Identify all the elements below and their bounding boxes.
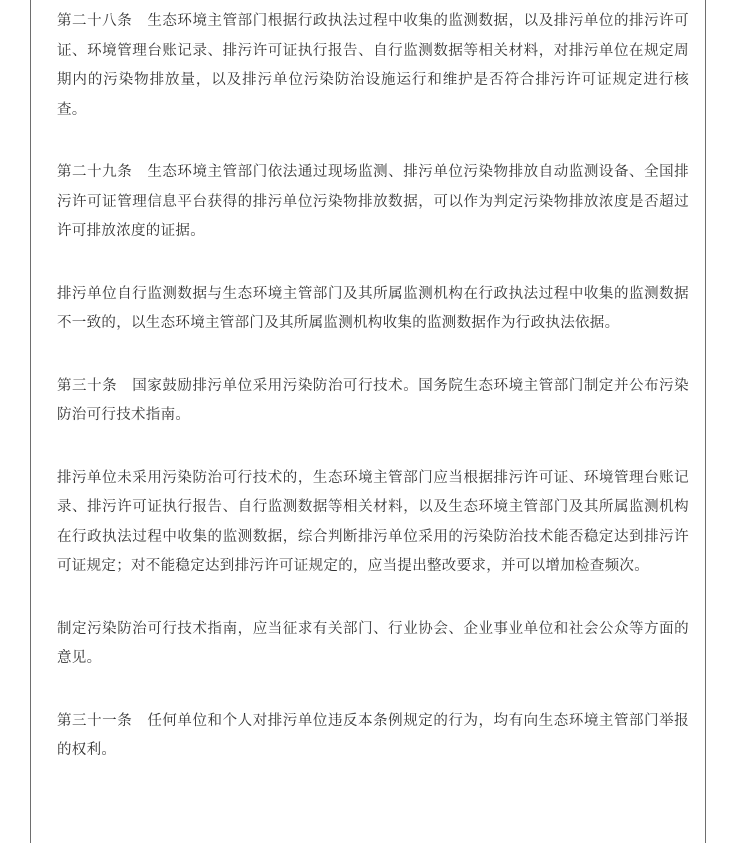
paragraph-article-31: 第三十一条 任何单位和个人对排污单位违反本条例规定的行为，均有向生态环境主管部门举报的权利。: [57, 712, 689, 758]
paragraph-article-30: 第三十条 国家鼓励排污单位采用污染防治可行技术。国务院生态环境主管部门制定并公布污染防治可行技术指南。: [57, 377, 689, 423]
paragraph-article-28: 第二十八条 生态环境主管部门根据行政执法过程中收集的监测数据，以及排污单位的排污许可证、环境管理台账记录、排污许可证执行报告、自行监测数据等相关材料，对排污单位在规定周期内的污染物排放量，以及排污单位污染防治设施运行和维护是否符合排污许可证规定进行核查。: [57, 13, 689, 118]
paragraph-article-30-clause-3: 制定污染防治可行技术指南，应当征求有关部门、行业协会、企业事业单位和社会公众等方面的意见。: [57, 620, 689, 666]
paragraph-article-30-clause-2: 排污单位未采用污染防治可行技术的，生态环境主管部门应当根据排污许可证、环境管理台账记录、排污许可证执行报告、自行监测数据等相关材料，以及生态环境主管部门及其所属监测机构在行政执法过程中收集的监测数据，综合判断排污单位采用的污染防治技术能否稳定达到排污许可证规定；对不能稳定达到排污许可证规定的，应当提出整改要求，并可以增加检查频次。: [57, 469, 689, 574]
document-body: [57, 7, 689, 766]
paragraph-article-29-clause: 排污单位自行监测数据与生态环境主管部门及其所属监测机构在行政执法过程中收集的监测数据不一致的，以生态环境主管部门及其所属监测机构收集的监测数据作为行政执法依据。: [57, 285, 689, 331]
paragraph-article-29: 第二十九条 生态环境主管部门依法通过现场监测、排污单位污染物排放自动监测设备、全国排污许可证管理信息平台获得的排污单位污染物排放数据，可以作为判定污染物排放浓度是否超过许可排放浓度的证据。: [57, 164, 689, 239]
